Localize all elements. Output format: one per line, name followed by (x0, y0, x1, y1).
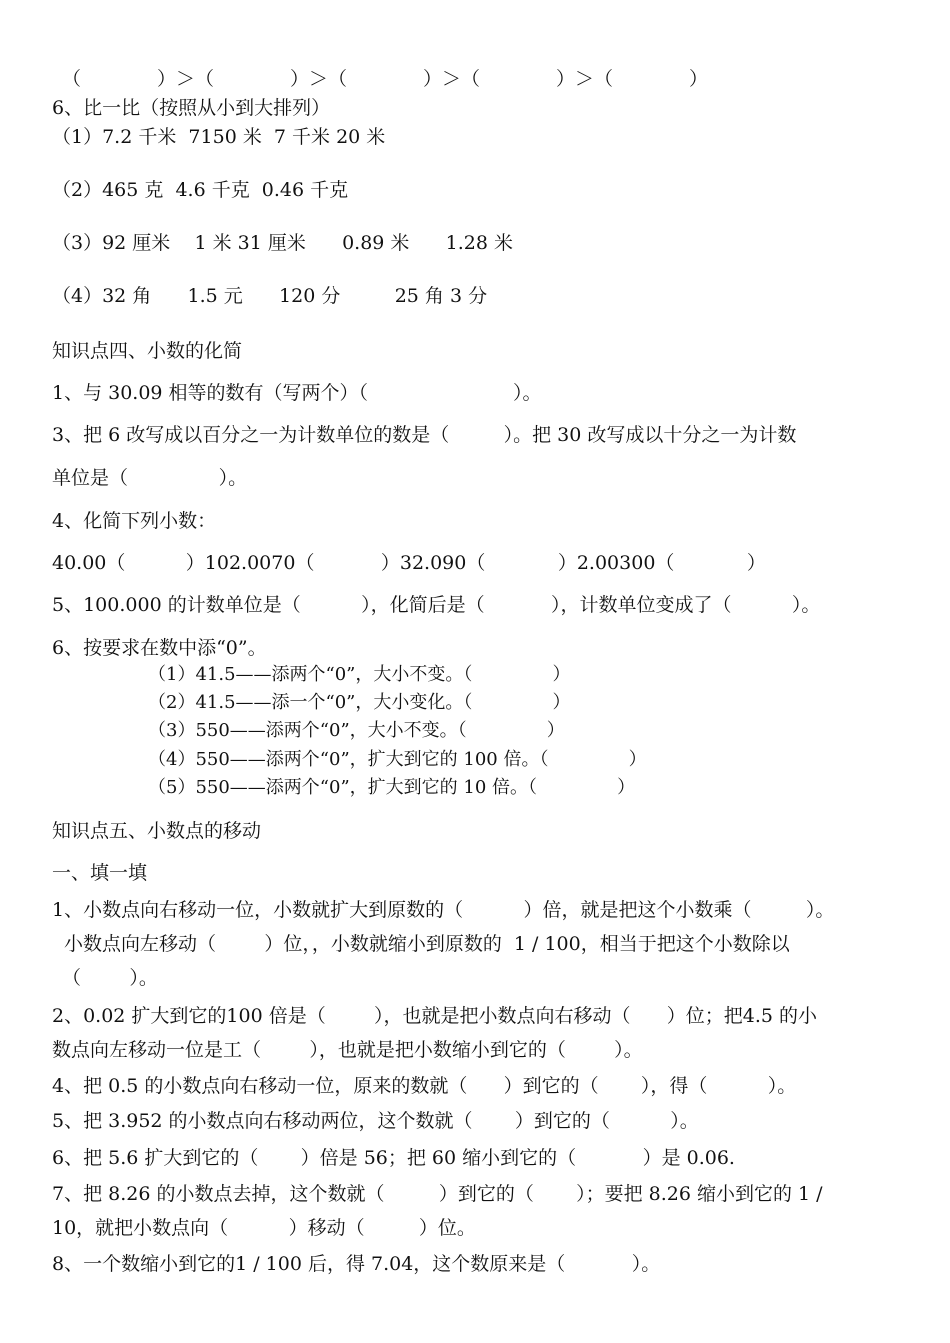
question-5-unit: 5、100.000 的计数单位是（ ），化简后是（ ），计数单位变成了（ ）。 (52, 594, 821, 616)
add-zero-item-1: （1）41.5——添两个“0”，大小不变。（ ） (148, 664, 571, 685)
add-zero-item-3: （3）550——添两个“0”，大小不变。（ ） (148, 720, 565, 741)
question-4-simplify: 4、化简下列小数： (52, 510, 217, 532)
fill-question-5: 5、把 3.952 的小数点向右移动两位，这个数就（ ）到它的（ ）。 (52, 1110, 699, 1132)
ordering-blanks-row: （ ）＞（ ）＞（ ）＞（ ）＞（ ） (62, 68, 709, 90)
fill-question-1-line-1: 1、小数点向右移动一位，小数就扩大到原数的（ ）倍，就是把这个小数乘（ ）。 (52, 899, 835, 921)
fill-question-7-line-2: 10，就把小数点向（ ）移动（ ）位。 (52, 1217, 476, 1239)
fill-question-2-line-2: 数点向左移动一位是工（ ），也就是把小数缩小到它的（ ）。 (52, 1039, 643, 1061)
fill-question-2-line-1: 2、0.02 扩大到它的100 倍是（ ），也就是把小数点向右移动（ ）位；把4.5 的小 (52, 1005, 818, 1027)
compare-item-2: （2）465 克 4.6 千克 0.46 千克 (52, 179, 349, 201)
section-heading-4: 知识点四、小数的化简 (52, 340, 243, 362)
simplify-items: 40.00（ ）102.0070（ ）32.090（ ）2.00300（ ） (52, 552, 766, 574)
question-6-add-zero: 6、按要求在数中添“0”。 (52, 637, 267, 659)
question-3-line-1: 3、把 6 改写成以百分之一为计数单位的数是（ ）。把 30 改写成以十分之一为计数 (52, 424, 797, 446)
fill-question-7-line-1: 7、把 8.26 的小数点去掉，这个数就（ ）到它的（ ）；要把 8.26 缩小到它的 1 / (52, 1183, 823, 1205)
fill-in-heading: 一、填一填 (52, 862, 148, 884)
compare-item-4: （4）32 角 1.5 元 120 分 25 角 3 分 (52, 285, 488, 307)
add-zero-item-4: （4）550——添两个“0”，扩大到它的 100 倍。（ ） (148, 749, 647, 770)
add-zero-item-2: （2）41.5——添一个“0”，大小变化。（ ） (148, 692, 571, 713)
fill-question-1-line-2: 小数点向左移动（ ）位，，小数就缩小到原数的 1 / 100，相当于把这个小数除以 (64, 933, 790, 955)
question-6-compare: 6、比一比（按照从小到大排列） (52, 97, 331, 119)
fill-question-8: 8、一个数缩小到它的1 / 100 后，得 7.04，这个数原来是（ ）。 (52, 1253, 661, 1275)
fill-question-1-line-3: （ ）。 (62, 967, 158, 989)
fill-question-6: 6、把 5.6 扩大到它的（ ）倍是 56；把 60 缩小到它的（ ）是 0.06. (52, 1147, 735, 1169)
question-3-line-2: 单位是（ ）。 (52, 467, 248, 489)
add-zero-item-5: （5）550——添两个“0”，扩大到它的 10 倍。（ ） (148, 777, 636, 798)
compare-item-3: （3）92 厘米 1 米 31 厘米 0.89 米 1.28 米 (52, 232, 514, 254)
question-1-equal-number: 1、与 30.09 相等的数有（写两个）（ ）。 (52, 382, 542, 404)
compare-item-1: （1）7.2 千米 7150 米 7 千米 20 米 (52, 126, 386, 148)
fill-question-4: 4、把 0.5 的小数点向右移动一位，原来的数就（ ）到它的（ ），得（ ）。 (52, 1075, 797, 1097)
section-heading-5: 知识点五、小数点的移动 (52, 820, 262, 842)
